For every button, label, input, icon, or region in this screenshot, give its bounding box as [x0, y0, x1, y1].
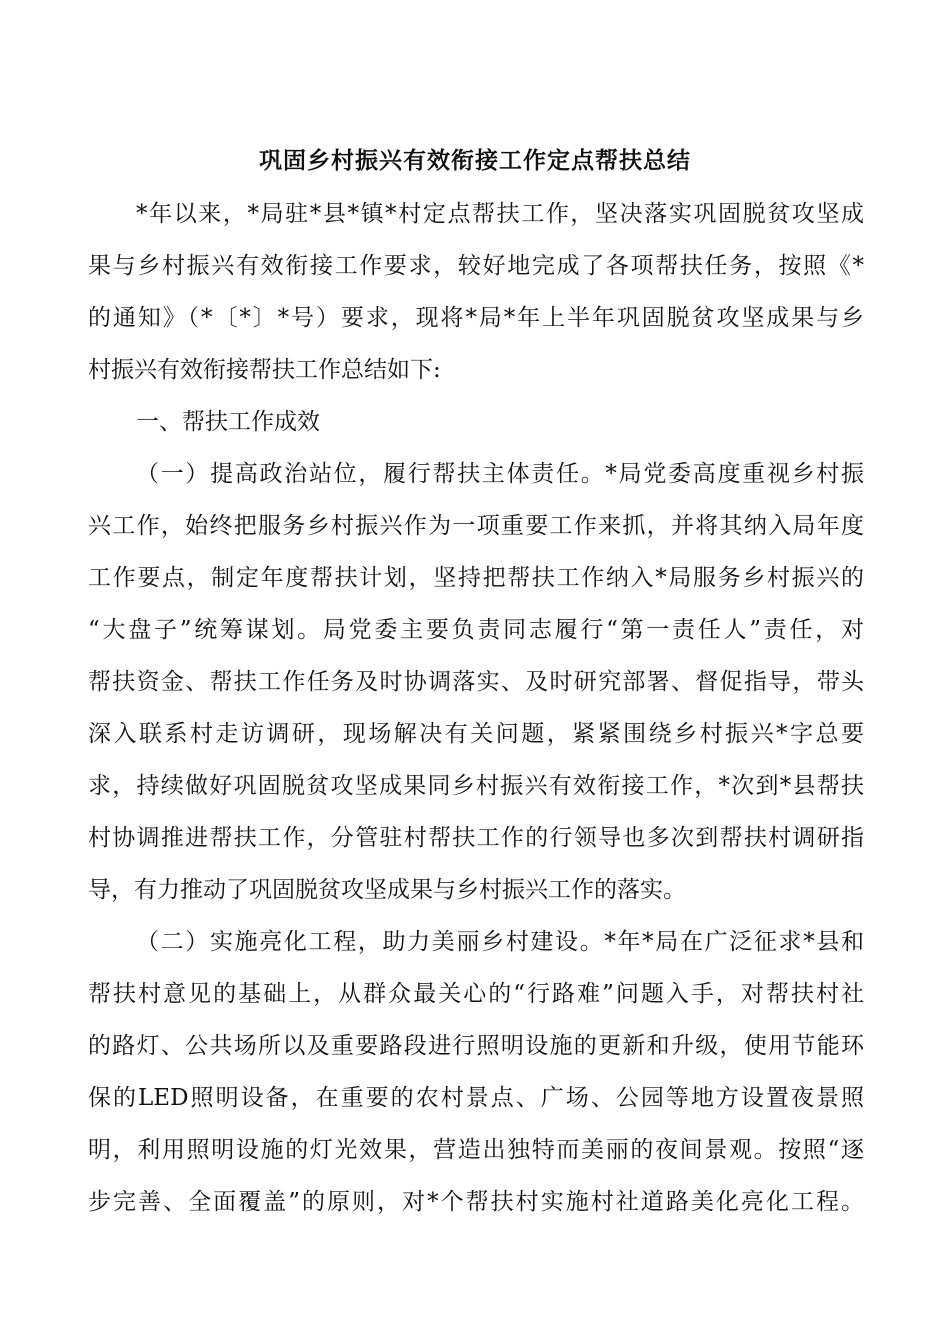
- paragraph-2-line: 帮扶村意见的基础上，从群众最关心的“行路难”问题入手，对帮扶村社: [88, 981, 864, 1007]
- paragraph-1-line: 求，持续做好巩固脱贫攻坚成果同乡村振兴有效衔接工作，*次到*县帮扶: [88, 773, 864, 799]
- paragraph-1-line: 帮扶资金、帮扶工作任务及时协调落实、及时研究部署、督促指导，带头: [88, 669, 864, 695]
- paragraph-2-line: 步完善、全面覆盖”的原则，对*个帮扶村实施村社道路美化亮化工程。: [88, 1189, 864, 1215]
- document-title: 巩固乡村振兴有效衔接工作定点帮扶总结: [259, 148, 691, 174]
- paragraph-1-line: 工作要点，制定年度帮扶计划，坚持把帮扶工作纳入*局服务乡村振兴的: [88, 565, 864, 591]
- paragraph-intro-line: 的通知》（*〔*〕*号）要求，现将*局*年上半年巩固脱贫攻坚成果与乡: [88, 305, 864, 331]
- paragraph-2-line: 的路灯、公共场所以及重要路段进行照明设施的更新和升级，使用节能环: [88, 1033, 864, 1059]
- paragraph-2-line: 明，利用照明设施的灯光效果，营造出独特而美丽的夜间景观。按照“逐: [88, 1137, 864, 1163]
- paragraph-1-line: 村协调推进帮扶工作，分管驻村帮扶工作的行领导也多次到帮扶村调研指: [88, 825, 864, 851]
- paragraph-intro-line: 村振兴有效衔接帮扶工作总结如下:: [88, 357, 441, 383]
- paragraph-intro-line: *年以来，*局驻*县*镇*村定点帮扶工作，坚决落实巩固脱贫攻坚成: [136, 201, 864, 227]
- paragraph-1-line: 兴工作，始终把服务乡村振兴作为一项重要工作来抓，并将其纳入局年度: [88, 513, 864, 539]
- paragraph-1-line: 导，有力推动了巩固脱贫攻坚成果与乡村振兴工作的落实。: [88, 877, 686, 903]
- paragraph-intro-line: 果与乡村振兴有效衔接工作要求，较好地完成了各项帮扶任务，按照《*: [88, 253, 864, 279]
- paragraph-1-line: “大盘子”统筹谋划。局党委主要负责同志履行“第一责任人”责任，对: [88, 617, 864, 643]
- paragraph-2-line: 保的LED照明设备，在重要的农村景点、广场、公园等地方设置夜景照: [88, 1085, 864, 1111]
- section-heading-1: 一、帮扶工作成效: [136, 409, 320, 435]
- paragraph-1-line: （一）提高政治站位，履行帮扶主体责任。*局党委高度重视乡村振: [136, 461, 864, 487]
- paragraph-2-line: （二）实施亮化工程，助力美丽乡村建设。*年*局在广泛征求*县和: [136, 929, 864, 955]
- paragraph-1-line: 深入联系村走访调研，现场解决有关问题，紧紧围绕乡村振兴*字总要: [88, 721, 864, 747]
